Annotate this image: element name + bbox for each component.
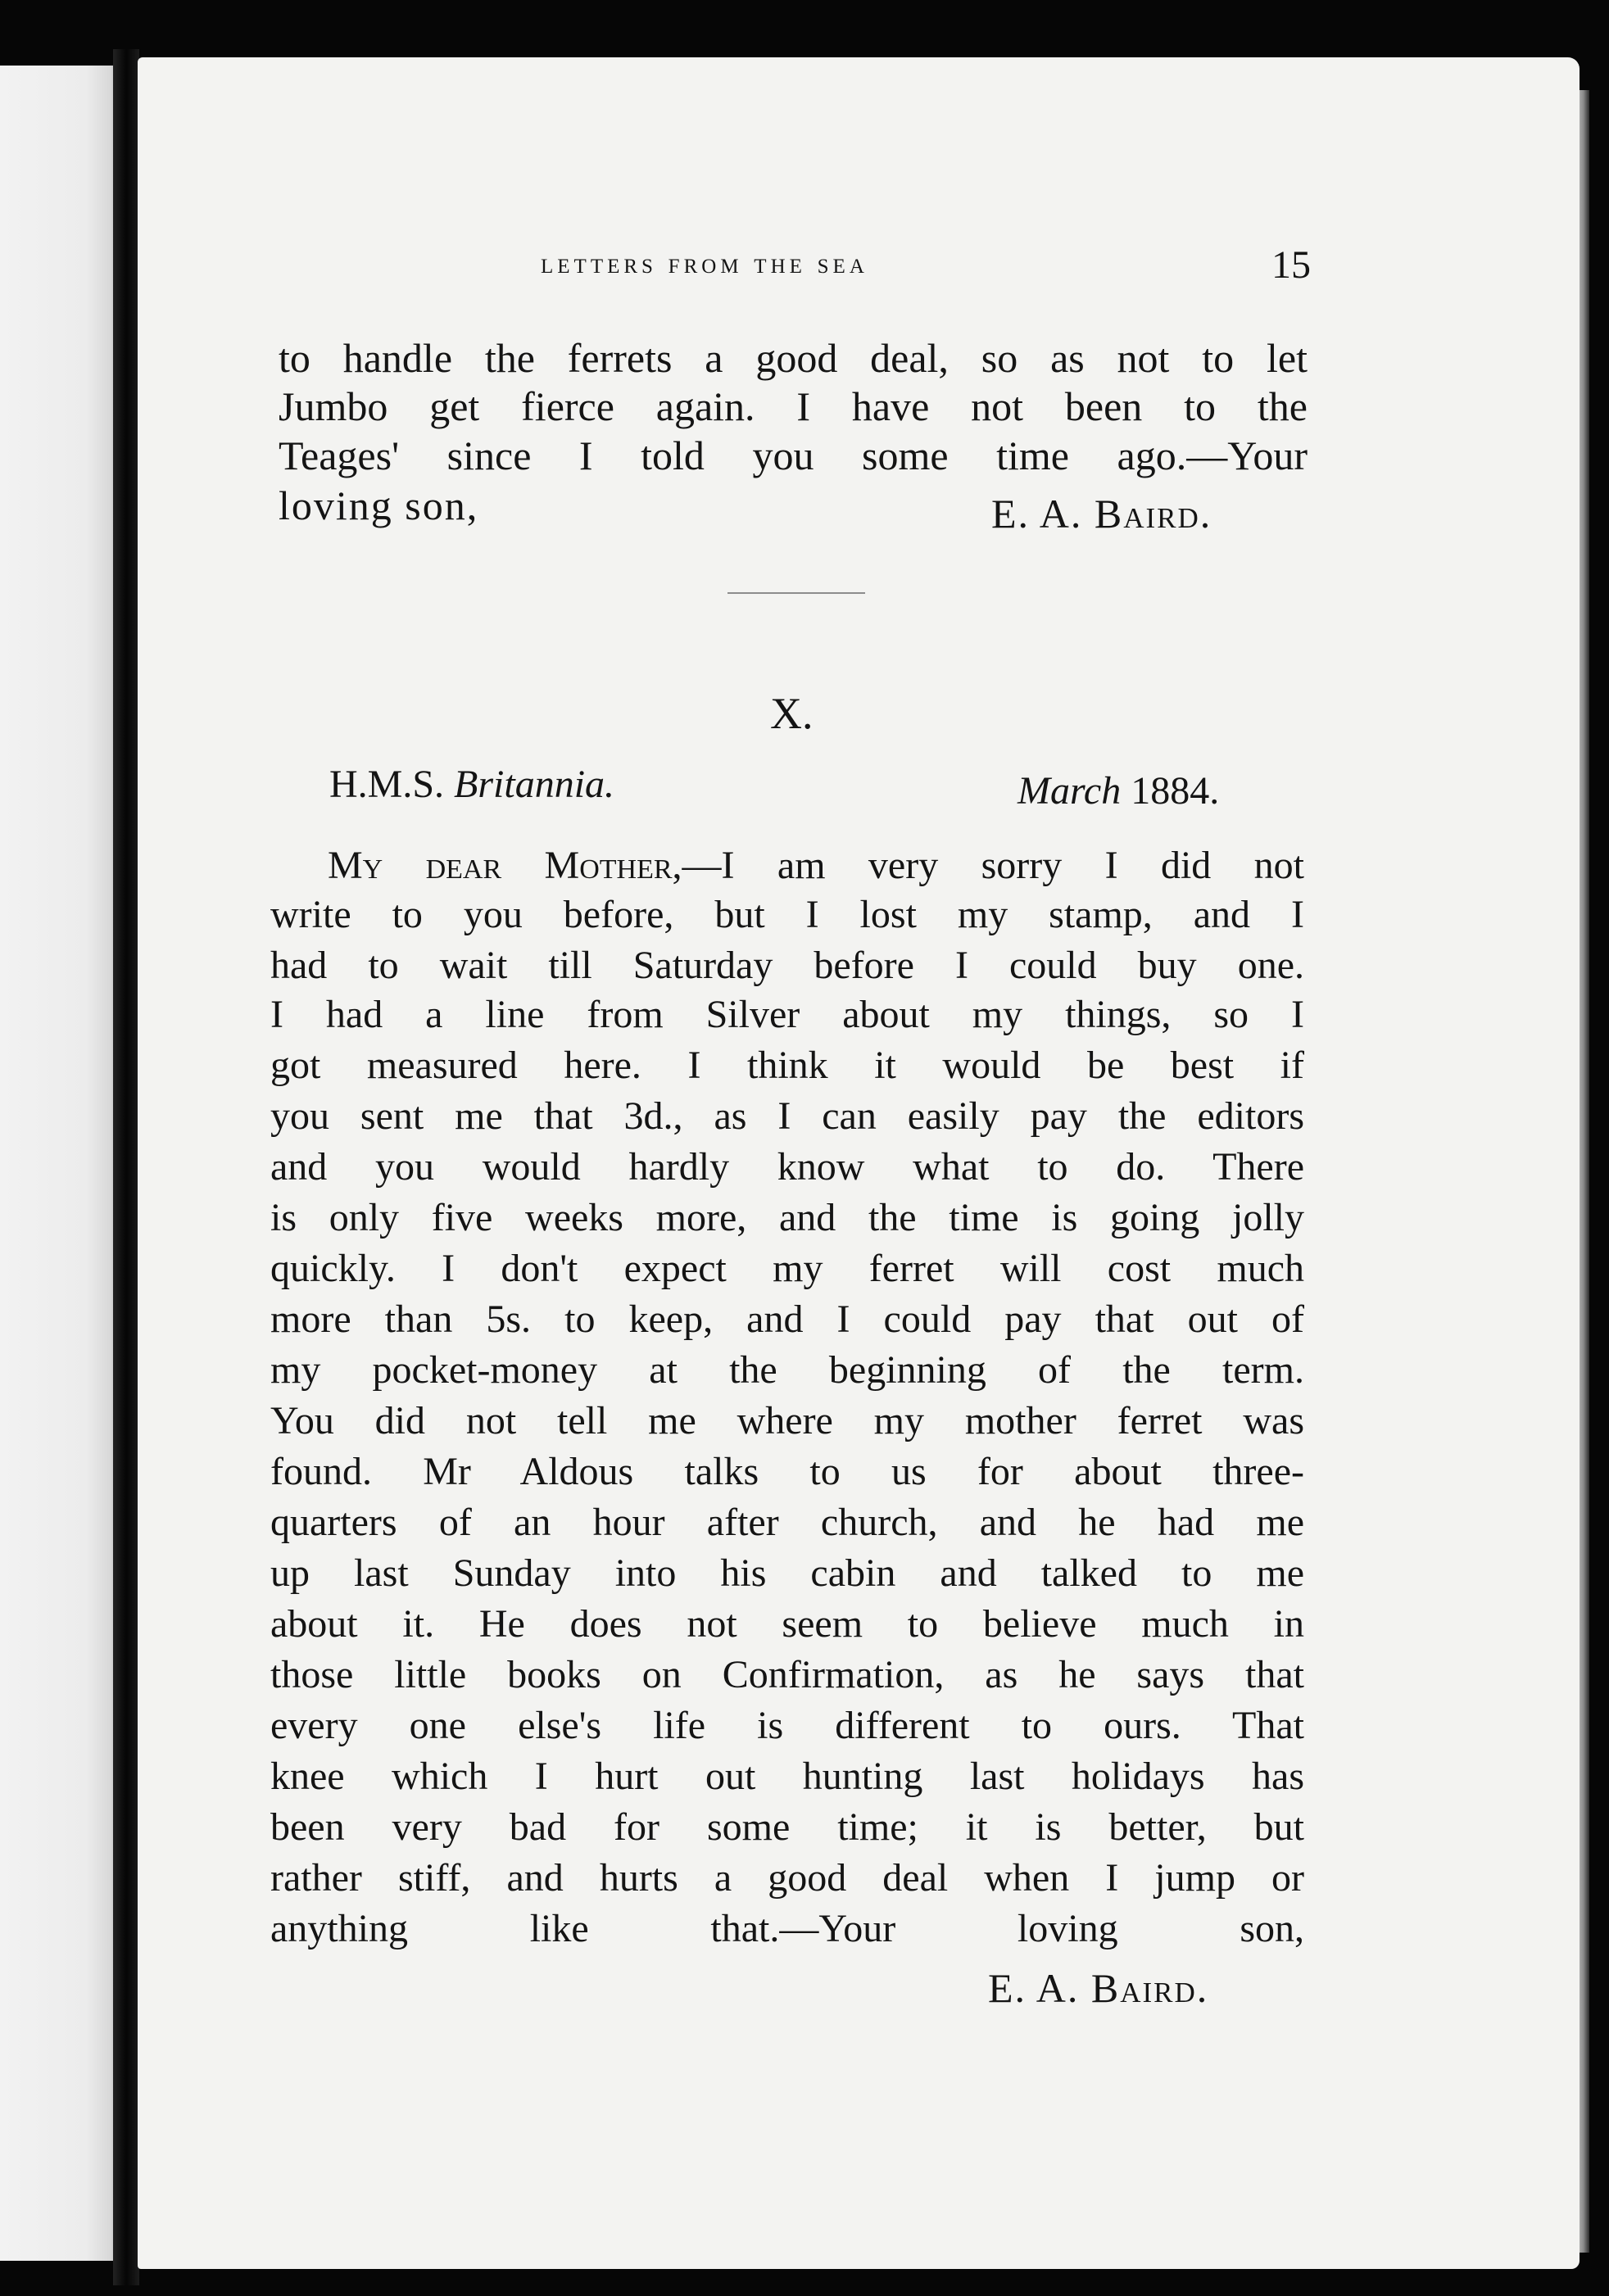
letter-line: about it. He does not seem to believe much in <box>270 1602 1304 1646</box>
letter-signature <box>988 1964 1208 2012</box>
section-divider <box>727 592 865 594</box>
previous-letter-line: Jumbo get fierce again. I have not been to the <box>279 383 1308 429</box>
letter-line: up last Sunday into his cabin and talked to me <box>270 1551 1304 1595</box>
previous-letter-line: Teages' since I told you some time ago.—Your <box>279 432 1308 478</box>
letter-line: every one else's life is different to ours. That <box>270 1704 1304 1747</box>
previous-letter-closing: loving son, <box>279 482 479 528</box>
letter-line: found. Mr Aldous talks to us for about three- <box>270 1450 1304 1493</box>
book-gutter <box>113 49 139 2285</box>
letter-line: knee which I hurt out hunting last holidays has <box>270 1755 1304 1798</box>
previous-letter-line: to handle the ferrets a good deal, so as not to let <box>279 335 1308 381</box>
letter-line: rather stiff, and hurts a good deal when I jump or <box>270 1856 1304 1900</box>
letter-line: got measured here. I think it would be best if <box>270 1044 1304 1087</box>
dateline-ship <box>329 762 614 807</box>
dateline-date <box>1018 768 1219 813</box>
letter-line: you sent me that 3d., as I can easily pay the editors <box>270 1094 1304 1138</box>
signature-initials: E. A. <box>991 491 1095 537</box>
ship-prefix: H.M.S. <box>329 763 455 806</box>
letter-line: I had a line from Silver about my things, so I <box>270 993 1304 1036</box>
letter-last-line: anything like that.—Your loving son, <box>270 1907 1304 1950</box>
letter-line: quickly. I don't expect my ferret will cost much <box>270 1247 1304 1290</box>
letter-line: You did not tell me where my mother ferret was <box>270 1399 1304 1442</box>
running-head: letters from the sea <box>541 247 868 279</box>
letter-first-line <box>270 842 1304 890</box>
letter-line: those little books on Confirmation, as he says that <box>270 1653 1304 1696</box>
date-month: March <box>1018 769 1122 813</box>
letter-line-text: —I am very sorry I did not <box>682 844 1305 887</box>
letter-line: my pocket-money at the beginning of the term. <box>270 1348 1304 1392</box>
letter-line: had to wait till Saturday before I could buy one. <box>270 944 1304 987</box>
facing-page-edge <box>0 66 123 2261</box>
section-number: X. <box>770 689 814 738</box>
salutation: My dear Mother, <box>328 844 682 887</box>
letter-line: is only five weeks more, and the time is going jolly <box>270 1196 1304 1239</box>
letter-line: quarters of an hour after church, and he had me <box>270 1501 1304 1544</box>
letter-line: been very bad for some time; it is better, but <box>270 1805 1304 1849</box>
date-year: 1884. <box>1121 769 1220 813</box>
signature-surname: Baird. <box>1090 1965 1209 2011</box>
page-number: 15 <box>1271 243 1311 287</box>
signature-initials: E. A. <box>988 1965 1091 2011</box>
letter-line: more than 5s. to keep, and I could pay that out of <box>270 1297 1304 1341</box>
previous-letter-signature <box>991 490 1212 537</box>
letter-line: and you would hardly know what to do. There <box>270 1145 1304 1189</box>
signature-surname: Baird. <box>1094 491 1212 537</box>
letter-line: write to you before, but I lost my stamp, and I <box>270 893 1304 936</box>
ship-name: Britannia. <box>454 763 615 806</box>
